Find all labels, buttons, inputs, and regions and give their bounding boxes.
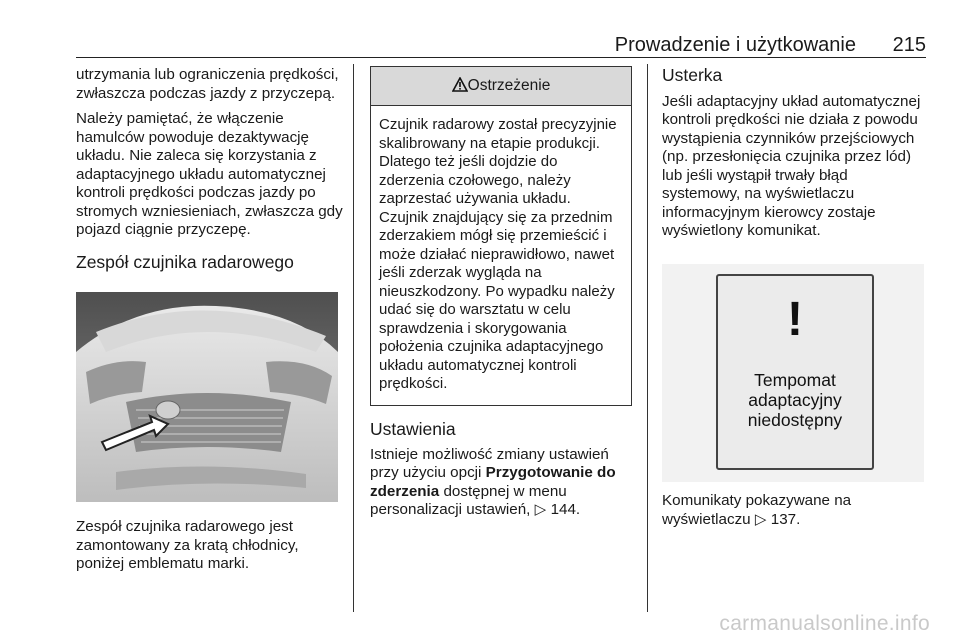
car-front-illustration <box>76 292 338 502</box>
warning-text: Czujnik radarowy został precyzyjnie skalibrowany na etapie produkcji. Dlatego też jeśli dojdzie do zderzenia czołowego, należy zaprzestać używania układu. Czujnik znajdujący się za przednim zderzakiem mógł się przemieścić i może działać nieprawidłowo, nawet jeśli zderzak wygląda na nieuszkodzony. Po wypadku należy udać się do warsztatu w celu sprawdzenia i skorygowania położenia czujnika adaptacyjnego układu automatycznej kontroli prędkości. <box>379 116 617 392</box>
paragraph: utrzymania lub ograniczenia prędkości, zwłaszcza podczas jazdy z przyczepą. <box>76 66 339 102</box>
page-reference[interactable]: 137. <box>770 510 801 528</box>
reference-arrow-icon: ▷ <box>534 501 547 518</box>
display-message-screen <box>716 274 874 470</box>
image-caption: Komunikaty pokazywane na wyświetlaczu ▷ 137. <box>662 492 852 528</box>
radar-sensor-photo <box>76 292 338 502</box>
left-caption <box>76 518 344 581</box>
column-divider-right <box>647 64 648 612</box>
driver-info-display-image <box>662 264 924 482</box>
settings-heading: Ustawienia <box>370 419 456 439</box>
section-heading: Usterka <box>662 65 723 85</box>
warning-title: Ostrzeżenie <box>467 77 551 94</box>
settings-paragraph: Istnieje możliwość zmiany ustawień przy użyciu opcji Przygotowanie do zderzenia dostępnej w menu personalizacji ustawień, ▷ 144. <box>370 445 616 518</box>
settings-section <box>370 420 632 527</box>
reference-arrow-icon: ▷ <box>754 510 767 528</box>
page-number: 215 <box>892 34 926 56</box>
paragraph: Jeśli adaptacyjny układ automatycznej kontroli prędkości nie działa z powodu wystąpienia czynników przejściowych (np. przesłonięcia czujnika przez lód) lub jeśli wystąpił trwały błąd systemowy, na wyświetlaczu informacyjnym kierowcy zostaje wyświetlony komunikat. <box>662 92 921 239</box>
page-title: Prowadzenie i użytkowanie <box>614 34 856 56</box>
image-caption: Zespół czujnika radarowego jest zamontowany za kratą chłodnicy, poniżej emblematu marki. <box>76 518 299 572</box>
paragraph: Należy pamiętać, że włączenie hamulców powoduje dezaktywację układu. Nie zaleca się korzystania z adaptacyjnego układu automatycznej kontroli prędkości podczas jazdy po stromych wzniesieniach, zwłaszcza gdy pojazd ciągnie przyczepę. <box>76 110 343 238</box>
warning-header <box>371 67 631 106</box>
warning-box <box>370 66 632 406</box>
left-column <box>76 66 344 271</box>
right-column <box>662 66 930 248</box>
page-reference[interactable]: 144. <box>550 501 581 518</box>
right-caption <box>662 492 930 536</box>
section-heading: Zespół czujnika radarowego <box>76 251 294 272</box>
warning-triangle-icon <box>452 77 468 92</box>
watermark: carmanualsonline.info <box>719 612 930 635</box>
header-divider <box>76 57 926 58</box>
option-name: Przygotowanie do zderzenia <box>370 464 616 500</box>
display-message: Tempomat adaptacyjny niedostępny <box>747 370 843 430</box>
exclamation-icon: ! <box>787 293 803 346</box>
column-divider-left <box>353 64 354 612</box>
